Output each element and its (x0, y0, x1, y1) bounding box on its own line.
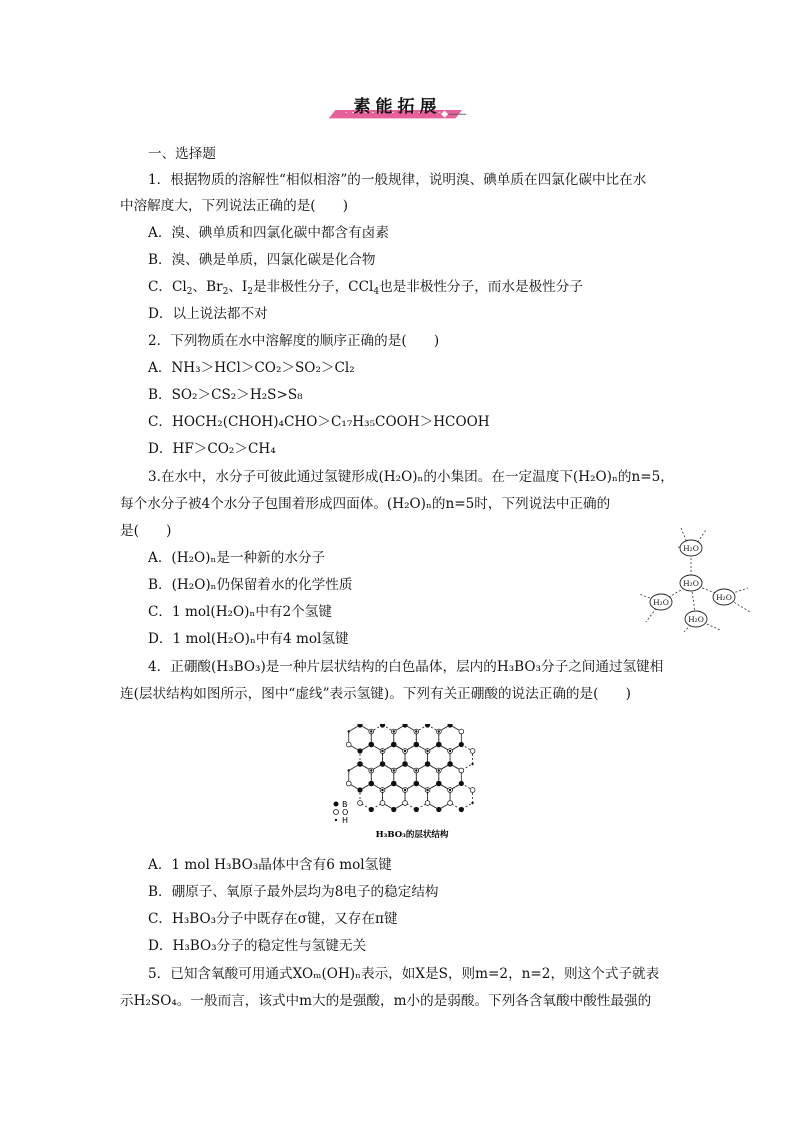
water-label: H₂O (683, 544, 699, 553)
hydrogen-atom (404, 789, 406, 791)
q2-option-b: B．SO₂＞CS₂＞H₂S>S₈ (148, 387, 303, 403)
section-banner (315, 96, 480, 128)
hydrogen-atom (415, 769, 417, 771)
oxygen-atom (425, 801, 430, 806)
hex-ring (428, 745, 451, 771)
boron-atom (447, 724, 452, 728)
hydrogen-atom (471, 763, 473, 765)
water-label: H₂O (688, 615, 704, 624)
boron-atom (369, 781, 374, 786)
hex-ring (439, 725, 462, 751)
boron-atom (391, 781, 396, 786)
q2-option-c: C．HOCH₂(CHOH)₄CHO＞C₁₇H₃₅COOH＞HCOOH (148, 414, 490, 430)
boron-atom (436, 807, 441, 812)
hex-ring (450, 745, 473, 771)
hex-ring (371, 725, 394, 751)
q2-option-a: A．NH₃＞HCl＞CO₂＞SO₂＞Cl₂ (148, 360, 355, 376)
hex-ring (360, 745, 383, 771)
hex-ring (383, 745, 406, 771)
boron-atom (459, 742, 464, 747)
boron-atom (369, 807, 374, 812)
oxygen-atom (358, 801, 363, 806)
boron-atom (369, 742, 374, 747)
legend-o: O (342, 808, 349, 817)
hex-ring (371, 764, 394, 790)
q4-option-d: D．H₃BO₃分子的稳定性与氢键无关 (148, 938, 367, 954)
oxygen-atom (403, 801, 408, 806)
hex-ring (416, 725, 439, 751)
figure-legend (334, 800, 349, 825)
hex-ring (349, 725, 372, 751)
boron-atom (425, 761, 430, 766)
oxygen-atom (459, 768, 464, 773)
boron-atom (436, 742, 441, 747)
hex-ring (416, 764, 439, 790)
hex-ring (439, 764, 462, 790)
boron-atom (425, 724, 430, 728)
q1-stem-line2: 中溶解度大，下列说法正确的是( ) (120, 198, 349, 214)
hex-ring (360, 784, 383, 810)
boron-atom (414, 742, 419, 747)
oxygen-atom (346, 781, 351, 786)
legend-b: B (342, 800, 348, 809)
q3-option-d: D．1 mol(H₂O)ₙ中有4 mol氢键 (148, 631, 349, 647)
hydrogen-atom (348, 730, 350, 732)
q1-option-d: D．以上说法都不对 (148, 306, 268, 322)
hydrogen-atom (426, 789, 428, 791)
hydrogen-atom (370, 769, 372, 771)
hydrogen-atom (381, 789, 383, 791)
oxygen-atom (470, 749, 475, 754)
boron-atom (459, 807, 464, 812)
boron-atom (436, 781, 441, 786)
boric-acid-figure (322, 724, 500, 842)
q3-option-c: C．1 mol(H₂O)ₙ中有2个氢键 (148, 604, 332, 620)
q4-stem-line1: 4．正硼酸(H₃BO₃)是一种片层状结构的白色晶体，层内的H₃BO₃分子之间通过氢键相 (148, 659, 664, 675)
q4-option-a: A．1 mol H₃BO₃晶体中含有6 mol氢键 (148, 857, 392, 873)
boron-atom (380, 761, 385, 766)
legend-h: H (342, 816, 349, 825)
oxygen-atom (470, 788, 475, 793)
q4-option-b: B．硼原子、氧原子最外层均为8电子的稳定结构 (148, 884, 439, 900)
q3-option-a: A．(H₂O)ₙ是一种新的水分子 (148, 550, 326, 566)
oxygen-atom (448, 801, 453, 806)
boron-atom (380, 724, 385, 728)
hex-ring (349, 764, 372, 790)
water-label: H₂O (683, 579, 699, 588)
boron-atom (447, 761, 452, 766)
figure-caption: H₃BO₃的层状结构 (375, 830, 449, 840)
boron-atom (357, 761, 362, 766)
q2-stem: 2．下列物质在水中溶解度的顺序正确的是( ) (148, 333, 440, 349)
section-heading: 一、选择题 (148, 146, 216, 162)
oxygen-atom (459, 729, 464, 734)
hydrogen-atom (393, 730, 395, 732)
hex-ring (405, 784, 428, 810)
q3-option-b: B．(H₂O)ₙ仍保留着水的化学性质 (148, 577, 353, 593)
q2-option-d: D．HF＞CO₂＞CH₄ (148, 441, 276, 457)
hydrogen-atom (438, 769, 440, 771)
oxygen-atom (346, 742, 351, 747)
hydrogen-atom (415, 730, 417, 732)
banner-title: 素能拓展 (353, 97, 442, 117)
hydrogen-atom (393, 769, 395, 771)
oxygen-atom (380, 801, 385, 806)
q3-stem-line1: 3.在水中，水分子可彼此通过氢键形成(H₂O)ₙ的小集团。在一定温度下(H₂O)ₙ的n=5， (148, 469, 674, 485)
hex-ring (394, 764, 417, 790)
boron-atom (402, 724, 407, 728)
boron-atom (357, 724, 362, 728)
hydrogen-atom (348, 769, 350, 771)
boron-atom (414, 781, 419, 786)
hydrogen-atom (381, 750, 383, 752)
boron-atom (414, 807, 419, 812)
hydrogen-atom (404, 750, 406, 752)
q1-option-c: C．$Cl_2$、$Br_2$、$I_2$是非极性分子，CCl$_4$也是非极性分子，而水是极性分子 (148, 279, 583, 297)
q4-option-c: C．H₃BO₃分子中既存在σ键，又存在π键 (148, 911, 398, 927)
hex-ring (450, 784, 473, 810)
boron-atom (391, 807, 396, 812)
hydrogen-atom (370, 730, 372, 732)
q3-stem-line3: 是( ) (120, 523, 172, 539)
hex-ring (405, 745, 428, 771)
hydrogen-atom (426, 750, 428, 752)
hex-ring (394, 725, 417, 751)
boron-atom (459, 781, 464, 786)
boron-atom (402, 761, 407, 766)
hex-ring (428, 784, 451, 810)
water-label: H₂O (716, 593, 732, 602)
water-label: H₂O (653, 598, 669, 607)
hydrogen-atom (449, 750, 451, 752)
hydrogen-atom (438, 730, 440, 732)
hydrogen-atom (471, 802, 473, 804)
water-cluster-figure (636, 522, 754, 634)
q1-option-a: A．溴、碘单质和四氯化碳中都含有卤素 (148, 225, 389, 241)
q4-stem-line2: 连(层状结构如图所示，图中“虚线”表示氢键)。下列有关正硼酸的说法正确的是( ) (120, 686, 631, 702)
q3-stem-line2: 每个水分子被4个水分子包围着形成四面体。(H₂O)ₙ的n=5时，下列说法中正确的 (120, 496, 611, 512)
q5-stem-line1: 5．已知含氧酸可用通式XOₘ(OH)ₙ表示，如X是S，则m=2，n=2，则这个式子就表 (148, 966, 660, 982)
hydrogen-atom (449, 789, 451, 791)
hydrogen-atom (359, 789, 361, 791)
hydrogen-atom (359, 750, 361, 752)
q5-stem-line2: 示H₂SO₄。一般而言，该式中m大的是强酸，m小的是弱酸。下列各含氧酸中酸性最强的 (120, 993, 652, 1009)
hex-ring (383, 784, 406, 810)
q1-stem-line1: 1．根据物质的溶解性“相似相溶”的一般规律，说明溴、碘单质在四氯化碳中比在水 (148, 172, 647, 188)
q1-option-b: B．溴、碘是单质，四氯化碳是化合物 (148, 252, 376, 268)
boron-atom (391, 742, 396, 747)
